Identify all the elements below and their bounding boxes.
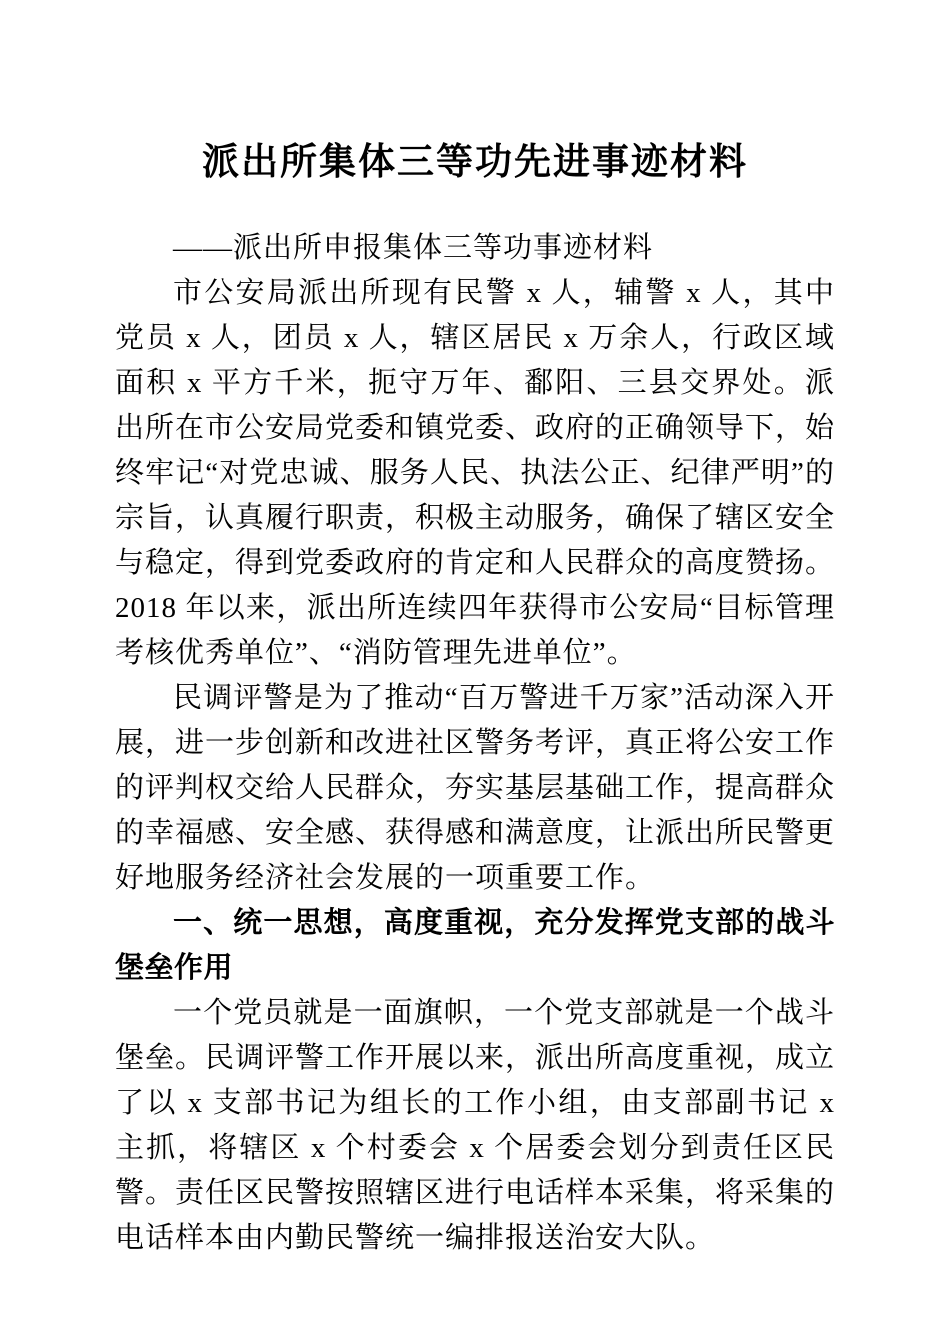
document-subtitle: ——派出所申报集体三等功事迹材料 — [173, 232, 654, 264]
section-heading-1: 一、统一思想，高度重视，充分发挥党支部的战斗堡垒作用 — [115, 907, 835, 984]
document-body — [115, 226, 835, 1261]
paragraph-survey-purpose: 民调评警是为了推动“百万警进千万家”活动深入开展，进一步创新和改进社区警务考评，真正将公安工作的评判权交给人民群众，夯实基层基础工作，提高群众的幸福感、安全感、获得感和满意度，让派出所民警更好地服务经济社会发展的一项重要工作。 — [115, 682, 836, 894]
document-title: 派出所集体三等功先进事迹材料 — [202, 142, 748, 183]
paragraph-party-branch: 一个党员就是一面旗帜，一个党支部就是一个战斗堡垒。民调评警工作开展以来，派出所高度重视，成立了以 x 支部书记为组长的工作小组，由支部副书记 x 主抓，将辖区 x 个村委会 x 个居委会划分到责任区民警。责任区民警按照辖区进行电话样本采集，将采集的电话样本由内勤民警统一编排报送治安大队。 — [115, 997, 836, 1254]
paragraph-overview: 市公安局派出所现有民警 x 人，辅警 x 人，其中党员 x 人，团员 x 人，辖区居民 x 万余人，行政区域面积 x 平方千米，扼守万年、鄱阳、三县交界处。派出所在市公安局党委和镇党委、政府的正确领导下，始终牢记“对党忠诚、服务人民、执法公正、纪律严明”的宗旨，认真履行职责，积极主动服务，确保了辖区安全与稳定，得到党委政府的肯定和人民群众的高度赞扬。2018 年以来，派出所连续四年获得市公安局“目标管理考核优秀单位”、“消防管理先进单位”。 — [115, 277, 836, 669]
